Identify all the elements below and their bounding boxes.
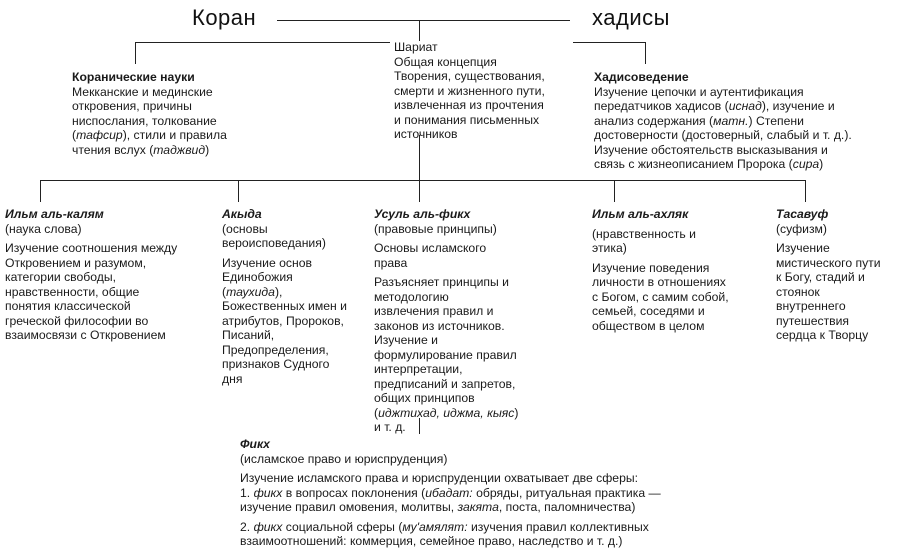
aqida-line: атрибутов, Пророков, [222, 313, 344, 328]
aqida-line: дня [222, 371, 243, 386]
tasawwuf-line: мистического пути [776, 255, 881, 270]
usul-line: методологию [374, 289, 449, 304]
usul-line: Изучение и [374, 333, 438, 347]
fiqh-point: 2. фикх социальной сферы (му'амялят: изучения правил коллективных [240, 519, 649, 534]
kalam-line: Откровением и разумом, [5, 255, 147, 270]
fiqh-point: изучение правил омовения, молитвы, закята, поста, паломничества) [240, 500, 636, 514]
connector-branch-kalam [40, 180, 41, 202]
sharia-line: источников [394, 127, 458, 141]
connector-branch-aqida [238, 180, 239, 202]
tasawwuf-box [776, 207, 896, 343]
fiqh-point: взаимоотношений: коммерция, семейное право, наследство и т. д.) [240, 534, 623, 548]
akhlaq-title: Ильм аль-ахляк [592, 207, 689, 221]
aqida-box [222, 207, 372, 386]
aqida-line: Божественных имен и [222, 299, 347, 313]
usul-line: общих принципов [374, 391, 475, 405]
connector-branch-tasawwuf [805, 180, 806, 202]
tasawwuf-line: путешествия [776, 313, 850, 328]
aqida-line: Изучение основ [222, 255, 312, 270]
connector-main-horizontal [40, 180, 805, 181]
hadith-line: передатчиков хадисов (иснад), изучение и [594, 99, 835, 113]
connector-left-horizontal [135, 42, 390, 43]
kalam-line: понятия классической [5, 299, 131, 313]
tasawwuf-subtitle: (суфизм) [776, 221, 827, 236]
aqida-subtitle: вероисповедания) [222, 236, 326, 250]
usul-box [374, 207, 564, 435]
tasawwuf-line: Изучение [776, 241, 830, 255]
usul-line: интерпретации, [374, 362, 463, 376]
aqida-line: (таухида), [222, 284, 283, 299]
kalam-subtitle: (наука слова) [5, 221, 82, 236]
fiqh-box [240, 437, 720, 549]
hadith-studies-title: Хадисоведение [594, 70, 689, 84]
kalam-title: Ильм аль-калям [5, 207, 104, 221]
sharia-title: Шариат [394, 40, 438, 54]
akhlaq-line: обществом в целом [592, 318, 705, 333]
usul-line: извлечения правил и [374, 304, 494, 318]
quran-title: Коран [192, 5, 257, 30]
tasawwuf-line: внутреннего [776, 299, 846, 313]
hadith-line: анализ содержания (матн.) Степени [594, 113, 804, 128]
connector-right-horizontal [573, 42, 645, 43]
hadith-line: достоверности (достоверный, слабый и т. д.). [594, 128, 852, 142]
connector-branch-usul [419, 180, 420, 202]
aqida-line: Единобожия [222, 270, 293, 284]
quranic-line: ниспослания, толкование [72, 113, 217, 128]
akhlaq-box [592, 207, 762, 333]
usul-subtitle: (правовые принципы) [374, 221, 497, 236]
quranic-sciences-title: Коранические науки [72, 70, 195, 84]
kalam-line: нравственности, общие [5, 284, 140, 299]
tasawwuf-line: сердца к Творцу [776, 328, 869, 342]
kalam-line: категории свободы, [5, 270, 117, 284]
akhlaq-line: личности в отношениях [592, 275, 726, 289]
sharia-line: извлеченная из прочтения [394, 98, 544, 112]
fiqh-point: 1. фикх в вопросах поклонения (ибадат: обряды, ритуальная практика — [240, 485, 661, 500]
sharia-line: смерти и жизненного пути, [394, 83, 545, 98]
sharia-line: Общая концепция [394, 54, 497, 69]
fiqh-intro: Изучение исламского права и юриспруденции охватывает две сферы: [240, 471, 639, 485]
quranic-line: Мекканские и мединские [72, 84, 213, 99]
usul-basis: Основы исламского [374, 241, 487, 255]
kalam-line: взаимосвязи с Откровением [5, 328, 166, 342]
akhlaq-subtitle: этика) [592, 241, 627, 255]
akhlaq-subtitle: (нравственность и [592, 226, 696, 241]
sharia-line: Творения, существования, [394, 69, 545, 83]
tasawwuf-title: Тасавуф [776, 207, 829, 221]
kalam-line: Изучение соотношения между [5, 241, 178, 255]
quranic-line: (тафсир), стили и правила [72, 128, 227, 142]
fiqh-title: Фикх [240, 437, 270, 451]
kalam-line: греческой философии во [5, 313, 149, 328]
hadith-line: связь с жизнеописанием Пророка (сира) [594, 157, 824, 171]
connector-right-vertical [645, 42, 646, 64]
quranic-line: чтения вслух (таджвид) [72, 142, 210, 157]
tasawwuf-line: стоянок [776, 284, 820, 299]
usul-basis: права [374, 255, 408, 270]
connector-center-down [419, 135, 420, 180]
aqida-subtitle: (основы [222, 221, 268, 236]
akhlaq-line: с Богом, с самим собой, [592, 289, 729, 304]
usul-line: Разъясняет принципы и [374, 275, 509, 289]
quranic-sciences-box [72, 70, 272, 157]
sharia-line: и понимания письменных [394, 112, 540, 127]
aqida-line: Писаний, [222, 328, 275, 342]
aqida-line: признаков Судного [222, 357, 330, 371]
connector-top-horizontal [277, 20, 570, 21]
hadith-line: Изучение цепочки и аутентификация [594, 84, 804, 99]
usul-line: и т. д. [374, 420, 406, 434]
fiqh-subtitle: (исламское право и юриспруденция) [240, 451, 448, 466]
sharia-box [394, 40, 574, 142]
usul-line: (иджтихад, иджма, кыяс) [374, 405, 519, 420]
hadith-title: хадисы [592, 5, 670, 30]
akhlaq-line: Изучение поведения [592, 260, 710, 275]
usul-title: Усуль аль-фикх [374, 207, 471, 221]
kalam-box [5, 207, 205, 343]
connector-branch-akhlaq [614, 180, 615, 202]
hadith-studies-box [594, 70, 894, 172]
usul-line: предписаний и запретов, [374, 376, 516, 391]
akhlaq-line: семьей, соседями и [592, 304, 705, 318]
hadith-line: Изучение обстоятельств высказывания и [594, 142, 828, 157]
usul-line: законов из источников. [374, 318, 505, 333]
connector-left-vertical [135, 42, 136, 64]
aqida-title: Акыда [222, 207, 262, 221]
quranic-line: откровения, причины [72, 99, 192, 113]
usul-line: формулирование правил [374, 347, 517, 362]
aqida-line: Предопределения, [222, 342, 329, 357]
connector-top-vertical [419, 20, 420, 41]
tasawwuf-line: к Богу, стадий и [776, 270, 865, 284]
